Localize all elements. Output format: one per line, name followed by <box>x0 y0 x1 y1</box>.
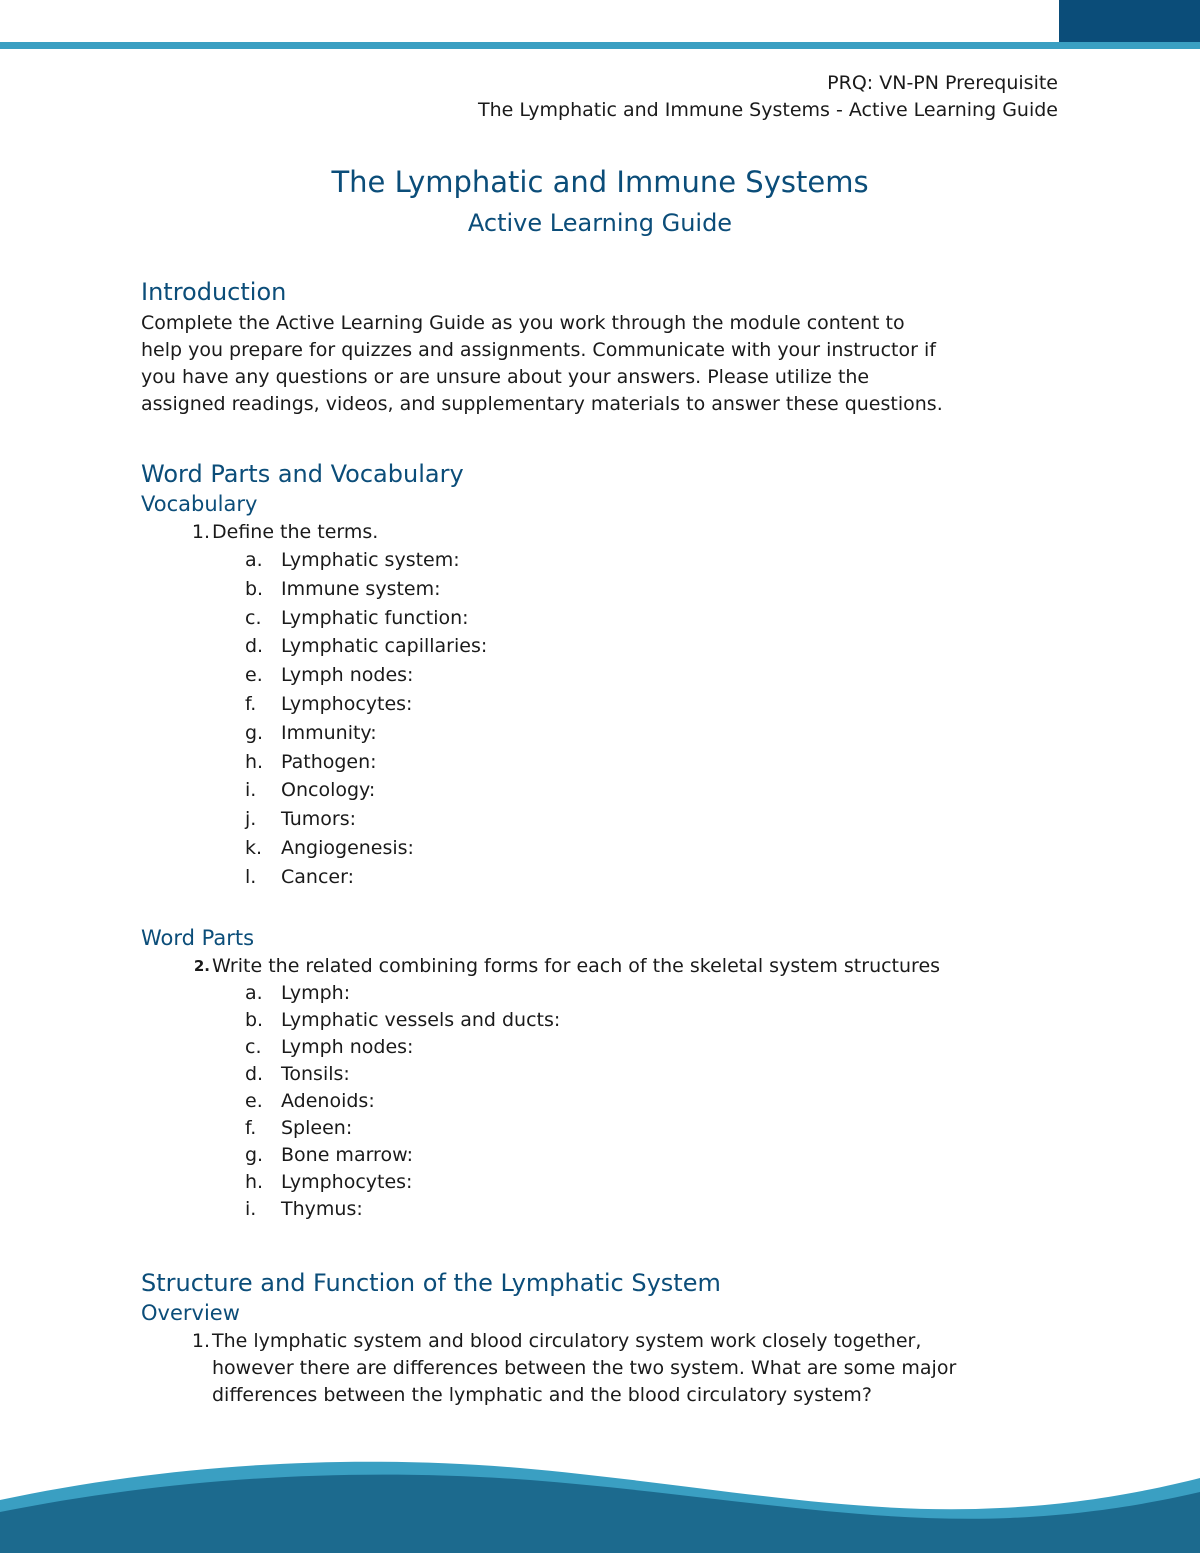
list-item-letter: b. <box>245 1008 264 1031</box>
list-item <box>141 1088 1061 1115</box>
list-item-letter: i. <box>245 779 257 802</box>
list-item-letter: e. <box>245 1089 263 1112</box>
list-item-letter: i. <box>245 1197 257 1220</box>
intro-line: Complete the Active Learning Guide as you work through the module content to <box>141 312 905 334</box>
page-subtitle: Active Learning Guide <box>467 209 733 237</box>
list-item <box>141 1196 1061 1223</box>
list-item <box>141 661 1061 690</box>
list-item-text: Adenoids: <box>281 1089 375 1112</box>
list-item-letter: c. <box>245 606 262 629</box>
list-item <box>141 604 1061 633</box>
list-item-text: Lymphocytes: <box>281 692 413 715</box>
list-item <box>141 776 1061 805</box>
question-line: differences between the lymphatic and the blood circulatory system? <box>212 1383 872 1406</box>
question-text <box>211 1328 1058 1409</box>
list-item-letter: k. <box>245 836 263 859</box>
word-parts-question <box>141 953 1061 980</box>
list-item-text: Bone marrow: <box>281 1143 413 1166</box>
list-item-letter: g. <box>245 721 264 744</box>
list-item-text: Lymphocytes: <box>281 1170 413 1193</box>
vocabulary-term-list <box>141 546 1061 892</box>
list-item <box>141 980 1061 1007</box>
list-item-text: Lymph nodes: <box>281 664 414 687</box>
list-item-letter: d. <box>245 635 264 658</box>
list-item <box>141 1061 1061 1088</box>
question-text: Define the terms. <box>212 521 379 543</box>
header-accent-band <box>0 42 1200 49</box>
list-item-letter: e. <box>245 664 263 687</box>
intro-line: help you prepare for quizzes and assignments. Communicate with your instructor if <box>141 339 936 361</box>
list-item-letter: d. <box>245 1062 264 1085</box>
list-item <box>141 1115 1061 1142</box>
list-item-letter: c. <box>245 1035 262 1058</box>
list-item-text: Angiogenesis: <box>281 836 414 859</box>
list-item-letter: f. <box>245 1116 257 1139</box>
structure-function-heading: Structure and Function of the Lymphatic System <box>141 1268 721 1297</box>
question-number: 1. <box>191 1329 210 1352</box>
question-line: The lymphatic system and blood circulatory system work closely together, <box>212 1329 922 1352</box>
document-body <box>141 276 1061 1409</box>
question-line: however there are differences between the two system. What are some major <box>212 1356 957 1379</box>
intro-heading: Introduction <box>141 278 287 306</box>
running-header <box>478 70 1058 124</box>
list-item-text: Pathogen: <box>281 750 377 773</box>
list-item-text: Lymphatic system: <box>281 549 460 571</box>
list-item-letter: a. <box>245 549 263 571</box>
list-item-letter: f. <box>245 692 257 715</box>
list-item-text: Thymus: <box>281 1197 363 1220</box>
list-item <box>141 546 1061 575</box>
list-item-text: Lymphatic vessels and ducts: <box>281 1008 561 1031</box>
list-item <box>141 863 1061 892</box>
list-item-text: Lymphatic capillaries: <box>281 635 488 658</box>
list-item-text: Lymph nodes: <box>281 1035 414 1058</box>
list-item-letter: g. <box>245 1143 264 1166</box>
vocabulary-heading: Vocabulary <box>141 492 258 516</box>
intro-line: you have any questions or are unsure about your answers. Please utilize the <box>141 366 870 388</box>
list-item-letter: l. <box>245 865 257 888</box>
overview-question <box>141 1328 1061 1409</box>
list-item-letter: h. <box>245 750 264 773</box>
list-item <box>141 719 1061 748</box>
intro-line: assigned readings, videos, and supplementary materials to answer these questions. <box>141 393 943 415</box>
list-item-text: Oncology: <box>281 779 376 802</box>
list-item-text: Tumors: <box>281 808 357 831</box>
list-item-text: Cancer: <box>281 865 354 888</box>
footer-wave <box>0 1438 1200 1553</box>
running-header-document: The Lymphatic and Immune Systems - Active Learning Guide <box>478 99 1058 121</box>
list-item-text: Spleen: <box>281 1116 353 1139</box>
list-item-letter: b. <box>245 577 264 600</box>
overview-heading: Overview <box>141 1300 240 1325</box>
page-title: The Lymphatic and Immune Systems <box>331 165 869 199</box>
list-item <box>141 1142 1061 1169</box>
word-parts-vocabulary-heading: Word Parts and Vocabulary <box>141 460 464 488</box>
list-item-letter: a. <box>245 981 263 1004</box>
list-item-letter: j. <box>245 808 257 831</box>
list-item <box>141 834 1061 863</box>
list-item-text: Lymph: <box>281 981 351 1004</box>
list-item <box>141 1169 1061 1196</box>
list-item-text: Immunity: <box>281 721 377 744</box>
list-item <box>141 805 1061 834</box>
title-block <box>0 162 1200 240</box>
list-item-letter: h. <box>245 1170 264 1193</box>
list-item <box>141 690 1061 719</box>
running-header-course: PRQ: VN-PN Prerequisite <box>827 72 1058 94</box>
list-item <box>141 748 1061 777</box>
word-parts-list <box>141 980 1061 1223</box>
question-text: Write the related combining forms for each of the skeletal system structures <box>212 954 941 977</box>
list-item <box>141 1007 1061 1034</box>
vocabulary-question <box>141 519 1061 546</box>
list-item <box>141 575 1061 604</box>
list-item-text: Immune system: <box>281 577 441 600</box>
question-number: 2. <box>193 956 210 975</box>
list-item <box>141 1034 1061 1061</box>
list-item-text: Lymphatic function: <box>281 606 469 629</box>
question-number: 1. <box>191 521 210 543</box>
word-parts-heading: Word Parts <box>141 925 255 950</box>
list-item <box>141 632 1061 661</box>
header-corner-block <box>1059 0 1200 44</box>
list-item-text: Tonsils: <box>281 1062 350 1085</box>
intro-paragraph <box>141 310 1061 418</box>
